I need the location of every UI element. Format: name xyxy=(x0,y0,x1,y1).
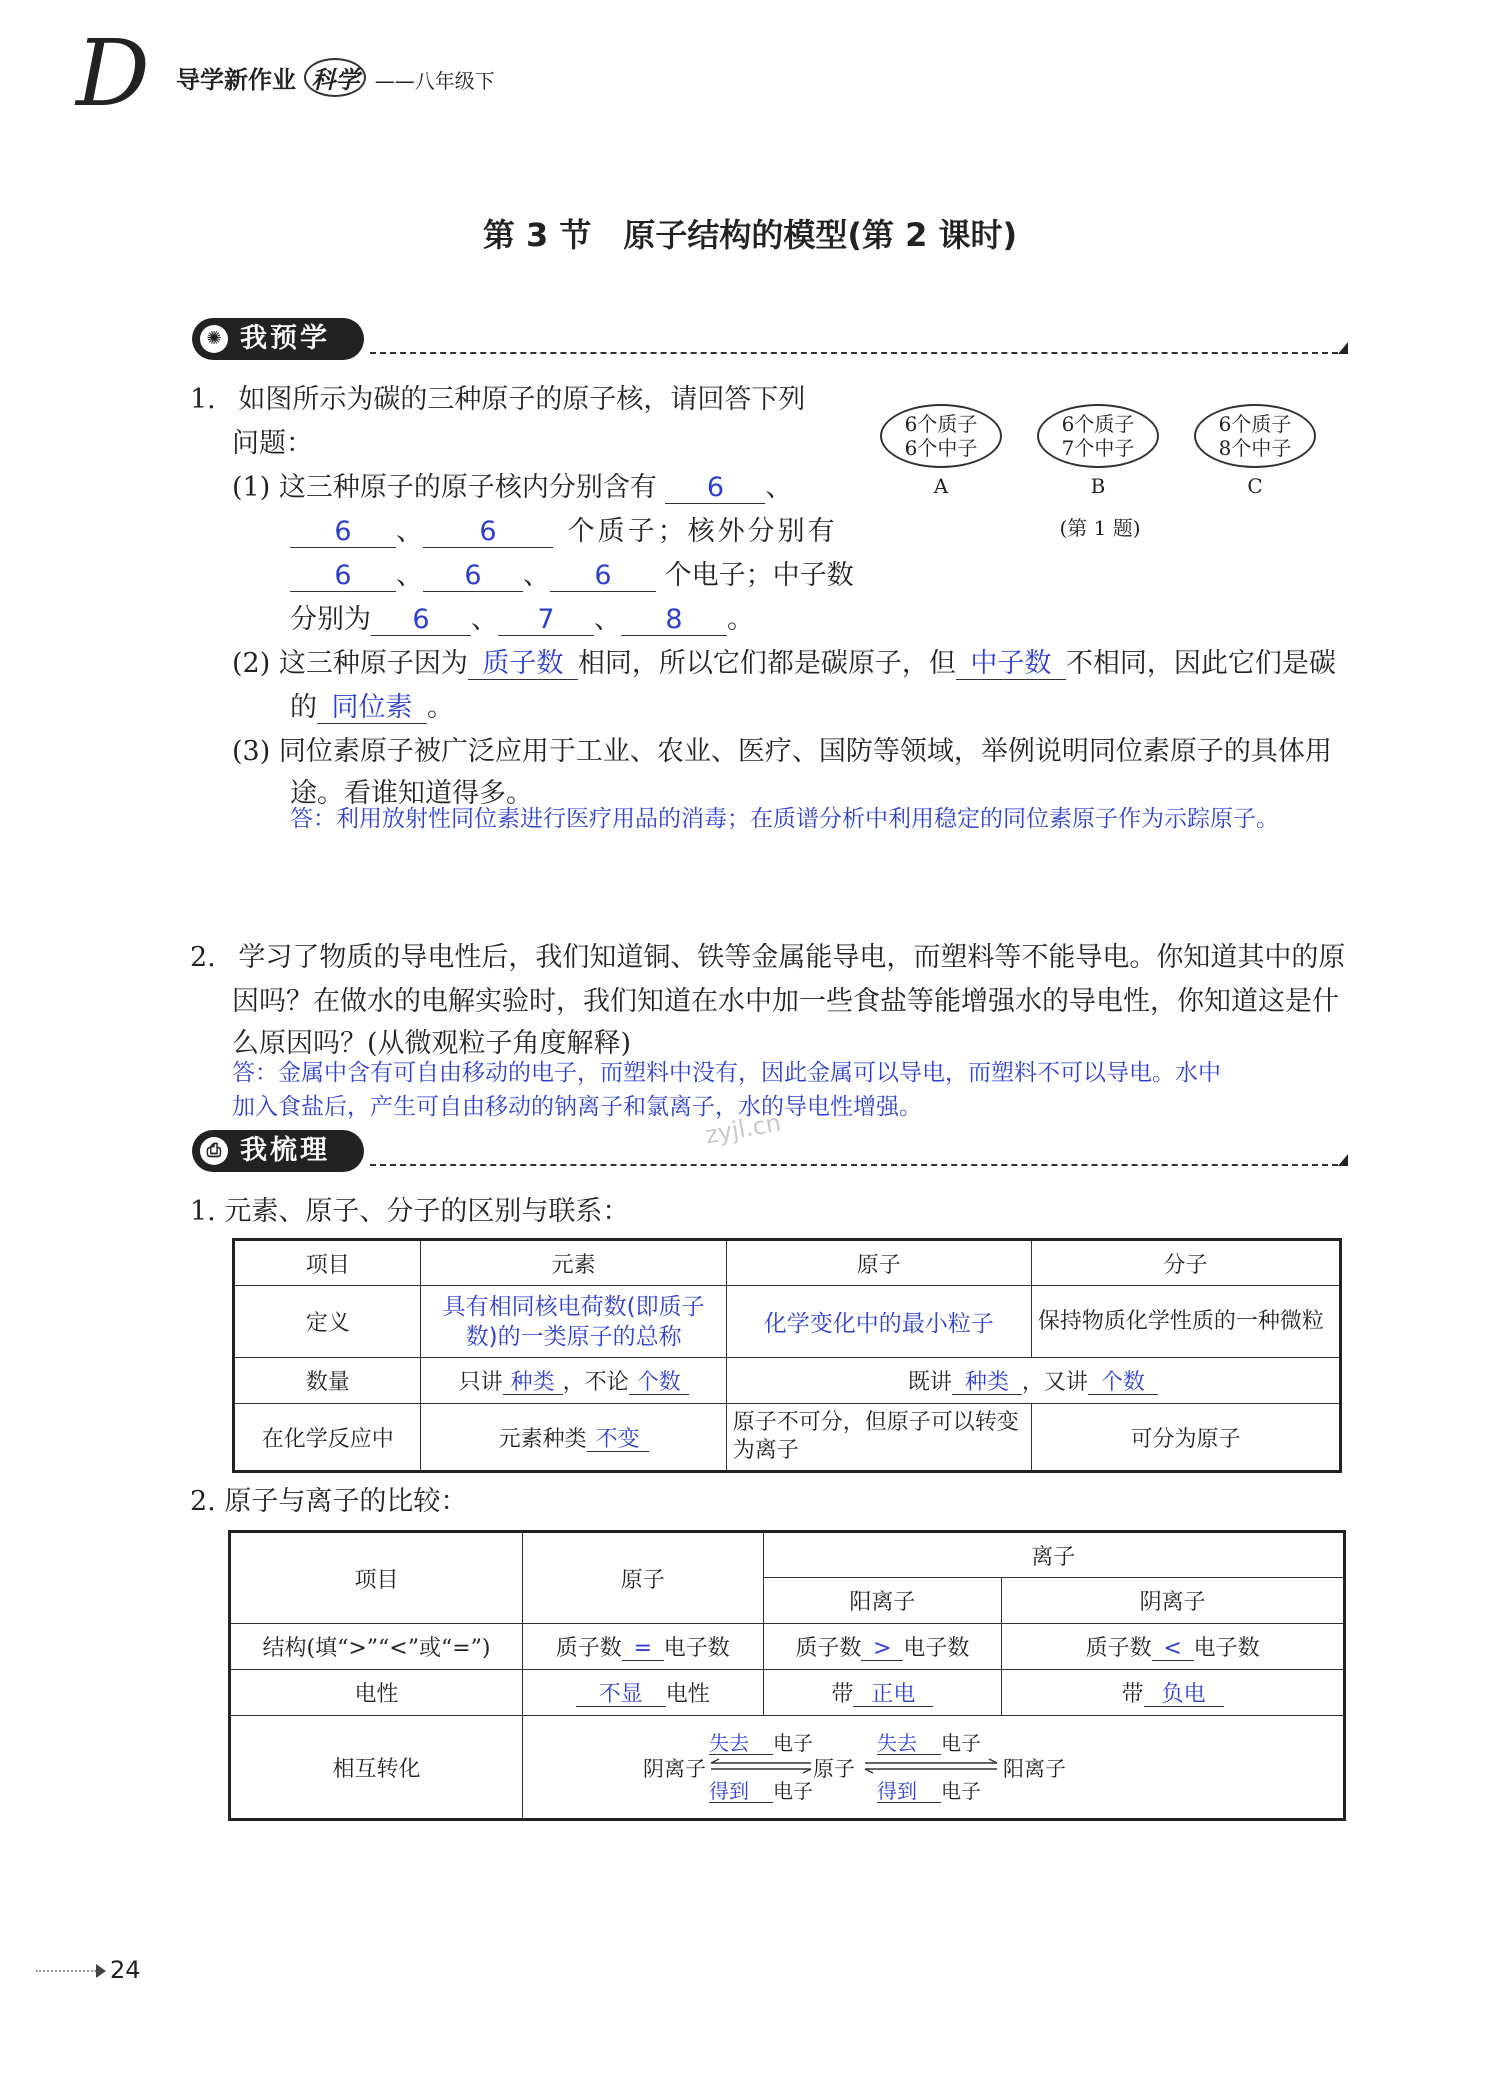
atom-node: 原子 xyxy=(813,1757,855,1781)
element-count-cell xyxy=(421,1358,726,1404)
text: 电子 xyxy=(773,1779,813,1803)
q1-part2-text4: 的 xyxy=(290,692,317,723)
q1-stem-line1: 如图所示为碳的三种原子的原子核，请回答下列 xyxy=(238,384,806,415)
answer-isotope[interactable]: 同位素 xyxy=(317,693,427,724)
conversion-diagram xyxy=(523,1716,1345,1820)
page-number: 24 xyxy=(110,1956,141,1984)
period: 。 xyxy=(427,692,454,723)
corner-mark xyxy=(1338,342,1348,354)
atom-count-cell xyxy=(726,1358,1340,1404)
reversible-arrow-icon xyxy=(863,1758,999,1774)
nucleus-a-protons: 6个质子 xyxy=(904,412,978,436)
q1-part1-text4: 分别为 xyxy=(290,604,371,635)
running-header xyxy=(176,58,495,97)
text: 带 xyxy=(1121,1682,1144,1707)
answer-electron-a[interactable]: 6 xyxy=(290,561,396,592)
header-cell: 原子 xyxy=(523,1532,764,1624)
subject-badge: 科学 xyxy=(304,58,366,97)
dashed-divider xyxy=(370,352,1338,354)
atom-reaction-cell: 原子不可分，但原子可以转变为离子 xyxy=(726,1404,1031,1472)
text: 既讲 xyxy=(907,1370,952,1395)
dashed-divider xyxy=(370,1164,1338,1166)
page-footer xyxy=(36,1956,141,1984)
section-label: 我预学 xyxy=(240,323,330,354)
text: ，又讲 xyxy=(1021,1370,1088,1395)
separator: 、 xyxy=(523,560,550,591)
text: 电性 xyxy=(665,1682,710,1707)
answer-atom-kind[interactable]: 种类 xyxy=(952,1371,1022,1395)
table-header-row xyxy=(234,1240,1341,1286)
q1-stem xyxy=(190,378,805,422)
cation-node: 阳离子 xyxy=(1003,1757,1066,1781)
answer-gain-1[interactable]: 得到 xyxy=(709,1781,773,1803)
q1-part2-text: (2) 这三种原子因为 xyxy=(232,648,468,679)
row-label: 在化学反应中 xyxy=(234,1404,421,1472)
q1-part1-line2 xyxy=(290,510,838,554)
reversible-arrow-icon xyxy=(709,1758,813,1774)
molecule-reaction-cell: 可分为原子 xyxy=(1031,1404,1340,1472)
answer-atom-number[interactable]: 个数 xyxy=(1088,1371,1158,1395)
answer-atom-relation[interactable]: = xyxy=(622,1637,664,1661)
swirl-icon: ✺ xyxy=(200,325,228,353)
header-cell: 项目 xyxy=(230,1532,523,1624)
text: 电子 xyxy=(941,1779,981,1803)
header-cell: 离子 xyxy=(763,1532,1344,1578)
table-row-charge xyxy=(230,1670,1345,1716)
series-logo: D xyxy=(76,20,150,127)
conversion-flow xyxy=(523,1717,1343,1817)
arrow-label-top-left xyxy=(709,1727,813,1756)
text: 质子数 xyxy=(555,1636,622,1661)
watermark: zyjl.cn xyxy=(703,1108,784,1150)
element-definition: 具有相同核电荷数(即质子数)的一类原子的总称 xyxy=(421,1286,726,1358)
section-label: 我梳理 xyxy=(240,1135,330,1166)
q1-part1-line1 xyxy=(232,466,792,510)
answer-neutron-a[interactable]: 6 xyxy=(371,605,471,636)
answer-proton-a[interactable]: 6 xyxy=(665,473,765,504)
table2-title: 2. 原子与离子的比较： xyxy=(190,1486,468,1517)
separator: 、 xyxy=(765,472,793,503)
answer-cation-relation[interactable]: > xyxy=(861,1637,903,1661)
q1-part1-text3: 个电子；中子数 xyxy=(664,560,854,591)
text: 质子数 xyxy=(1085,1636,1152,1661)
text: 电子 xyxy=(941,1731,981,1755)
row-label: 结构(填“>”“<”或“=”) xyxy=(230,1624,523,1670)
q1-stem-line2: 问题： xyxy=(232,428,313,459)
nucleus-c xyxy=(1194,404,1316,468)
section-pill xyxy=(192,1130,364,1172)
answer-lose-2[interactable]: 失去 xyxy=(877,1733,941,1755)
q1-part2-text3: 不相同，因此它们是碳 xyxy=(1065,648,1336,679)
separator: 、 xyxy=(471,604,498,635)
q1-part3-answer: 答：利用放射性同位素进行医疗用品的消毒；在质谱分析中利用稳定的同位素原子作为示踪原子。 xyxy=(290,806,1279,832)
table-row-count xyxy=(234,1358,1341,1404)
molecule-definition: 保持物质化学性质的一种微粒 xyxy=(1031,1286,1340,1358)
header-cell: 原子 xyxy=(726,1240,1031,1286)
nucleus-c-protons: 6个质子 xyxy=(1218,412,1292,436)
nucleus-b-label: B xyxy=(1090,474,1106,498)
nucleus-c-label: C xyxy=(1247,474,1263,498)
q2-answer-line1: 答：金属中含有可自由移动的电子，而塑料中没有，因此金属可以导电，而塑料不可以导电。水中 xyxy=(232,1060,1221,1086)
q1-part3-line1: (3) 同位素原子被广泛应用于工业、农业、医疗、国防等领域，举例说明同位素原子的具体用 xyxy=(232,736,1332,767)
header-cell: 元素 xyxy=(421,1240,726,1286)
cation-charge-cell xyxy=(763,1670,1002,1716)
header-cell: 项目 xyxy=(234,1240,421,1286)
nucleus-c-neutrons: 8个中子 xyxy=(1218,436,1292,460)
arrow-icon xyxy=(96,1964,106,1978)
element-reaction-cell xyxy=(421,1404,726,1472)
text: 电子 xyxy=(773,1731,813,1755)
answer-anion-charge[interactable]: 负电 xyxy=(1144,1683,1224,1707)
period: 。 xyxy=(727,604,754,635)
nucleus-b-protons: 6个质子 xyxy=(1061,412,1135,436)
arrow-label-bottom-right xyxy=(863,1775,1013,1804)
answer-element-number[interactable]: 个数 xyxy=(629,1371,689,1395)
text: 电子数 xyxy=(1193,1636,1260,1661)
text: 只讲 xyxy=(458,1370,503,1395)
answer-gain-2[interactable]: 得到 xyxy=(877,1781,941,1803)
q1-part1-text: (1) 这三种原子的原子核内分别含有 xyxy=(232,472,657,503)
row-label: 数量 xyxy=(234,1358,421,1404)
answer-lose-1[interactable]: 失去 xyxy=(709,1733,773,1755)
anion-structure-cell xyxy=(1002,1624,1345,1670)
printer-icon: ⎙ xyxy=(200,1137,228,1165)
q2-text1: 学习了物质的导电性后，我们知道铜、铁等金属能导电，而塑料等不能导电。你知道其中的原 xyxy=(238,942,1346,973)
atom-charge-cell xyxy=(523,1670,764,1716)
q2-answer-line2: 加入食盐后，产生可自由移动的钠离子和氯离子，水的导电性增强。 xyxy=(232,1094,922,1120)
text: 电子数 xyxy=(663,1636,730,1661)
grade-label: ——八年级下 xyxy=(374,69,495,93)
nucleus-a xyxy=(880,404,1002,468)
separator: 、 xyxy=(396,560,423,591)
answer-same-property[interactable]: 质子数 xyxy=(468,649,578,680)
section-banner-review xyxy=(192,1130,1348,1174)
q1-part1-line3 xyxy=(290,554,854,598)
header-cell: 阴离子 xyxy=(1002,1578,1345,1624)
q1-part1-line4 xyxy=(290,598,754,642)
q1-part2-line1 xyxy=(232,642,1336,686)
answer-proton-c[interactable]: 6 xyxy=(423,517,553,548)
row-label: 电性 xyxy=(230,1670,523,1716)
series-name: 导学新作业 xyxy=(176,66,296,94)
answer-atom-charge[interactable]: 不显 xyxy=(576,1683,666,1707)
answer-electron-c[interactable]: 6 xyxy=(550,561,656,592)
q2-line1 xyxy=(190,936,1345,980)
atom-structure-cell xyxy=(523,1624,764,1670)
arrow-label-bottom-left xyxy=(709,1775,813,1804)
text: 质子数 xyxy=(795,1636,862,1661)
atom-definition: 化学变化中的最小粒子 xyxy=(726,1286,1031,1358)
text: ，不论 xyxy=(562,1370,629,1395)
q1-part2-text2: 相同，所以它们都是碳原子，但 xyxy=(577,648,956,679)
cation-structure-cell xyxy=(763,1624,1002,1670)
double-arrow-right xyxy=(863,1755,999,1769)
separator: 、 xyxy=(396,516,423,547)
element-atom-molecule-table xyxy=(232,1238,1342,1473)
answer-diff-property[interactable]: 中子数 xyxy=(956,649,1066,680)
table-row-structure xyxy=(230,1624,1345,1670)
nucleus-a-neutrons: 6个中子 xyxy=(904,436,978,460)
q1-part1-text2: 个质子；核外分别有 xyxy=(567,516,838,547)
answer-proton-b[interactable]: 6 xyxy=(290,517,396,548)
dotted-line xyxy=(36,1970,96,1972)
answer-anion-relation[interactable]: < xyxy=(1152,1637,1194,1661)
anion-charge-cell xyxy=(1002,1670,1345,1716)
q2-number: 2. xyxy=(190,942,216,973)
row-label: 定义 xyxy=(234,1286,421,1358)
q1-part2-line2 xyxy=(290,686,454,730)
separator: 、 xyxy=(594,604,621,635)
q2-line3: 么原因吗？(从微观粒子角度解释) xyxy=(232,1028,632,1059)
arrow-label-top-right xyxy=(863,1727,1013,1756)
answer-element-unchanged[interactable]: 不变 xyxy=(587,1428,649,1452)
row-label: 相互转化 xyxy=(230,1716,523,1820)
table-row-reaction xyxy=(234,1404,1341,1472)
text: 电子数 xyxy=(903,1636,970,1661)
table1-title: 1. 元素、原子、分子的区别与联系： xyxy=(190,1196,630,1227)
text: 元素种类 xyxy=(498,1426,587,1452)
figure-caption: (第 1 题) xyxy=(1059,516,1141,540)
answer-cation-charge[interactable]: 正电 xyxy=(853,1683,933,1707)
table-row-conversion xyxy=(230,1716,1345,1820)
q1-number: 1. xyxy=(190,384,216,415)
answer-neutron-c[interactable]: 8 xyxy=(621,605,727,636)
double-arrow-left xyxy=(709,1755,813,1769)
table-header-row xyxy=(230,1532,1345,1578)
atom-ion-table xyxy=(228,1530,1346,1821)
text: 带 xyxy=(831,1682,854,1707)
table-row-definition xyxy=(234,1286,1341,1358)
header-cell: 阳离子 xyxy=(763,1578,1002,1624)
answer-element-kind[interactable]: 种类 xyxy=(503,1371,563,1395)
nucleus-b-neutrons: 7个中子 xyxy=(1061,436,1135,460)
page-title: 第 3 节 原子结构的模型(第 2 课时) xyxy=(482,216,1018,254)
q1-part3-line2: 途。看谁知道得多。 xyxy=(290,778,533,809)
corner-mark xyxy=(1338,1154,1348,1166)
nucleus-b xyxy=(1037,404,1159,468)
header-cell: 分子 xyxy=(1031,1240,1340,1286)
section-banner-preview xyxy=(192,318,1348,362)
answer-neutron-b[interactable]: 7 xyxy=(498,605,594,636)
section-pill xyxy=(192,318,364,360)
anion-node: 阴离子 xyxy=(643,1757,706,1781)
q2-line2: 因吗？在做水的电解实验时，我们知道在水中加一些食盐等能增强水的导电性，你知道这是什 xyxy=(232,986,1339,1017)
answer-electron-b[interactable]: 6 xyxy=(423,561,523,592)
nucleus-a-label: A xyxy=(933,474,949,498)
